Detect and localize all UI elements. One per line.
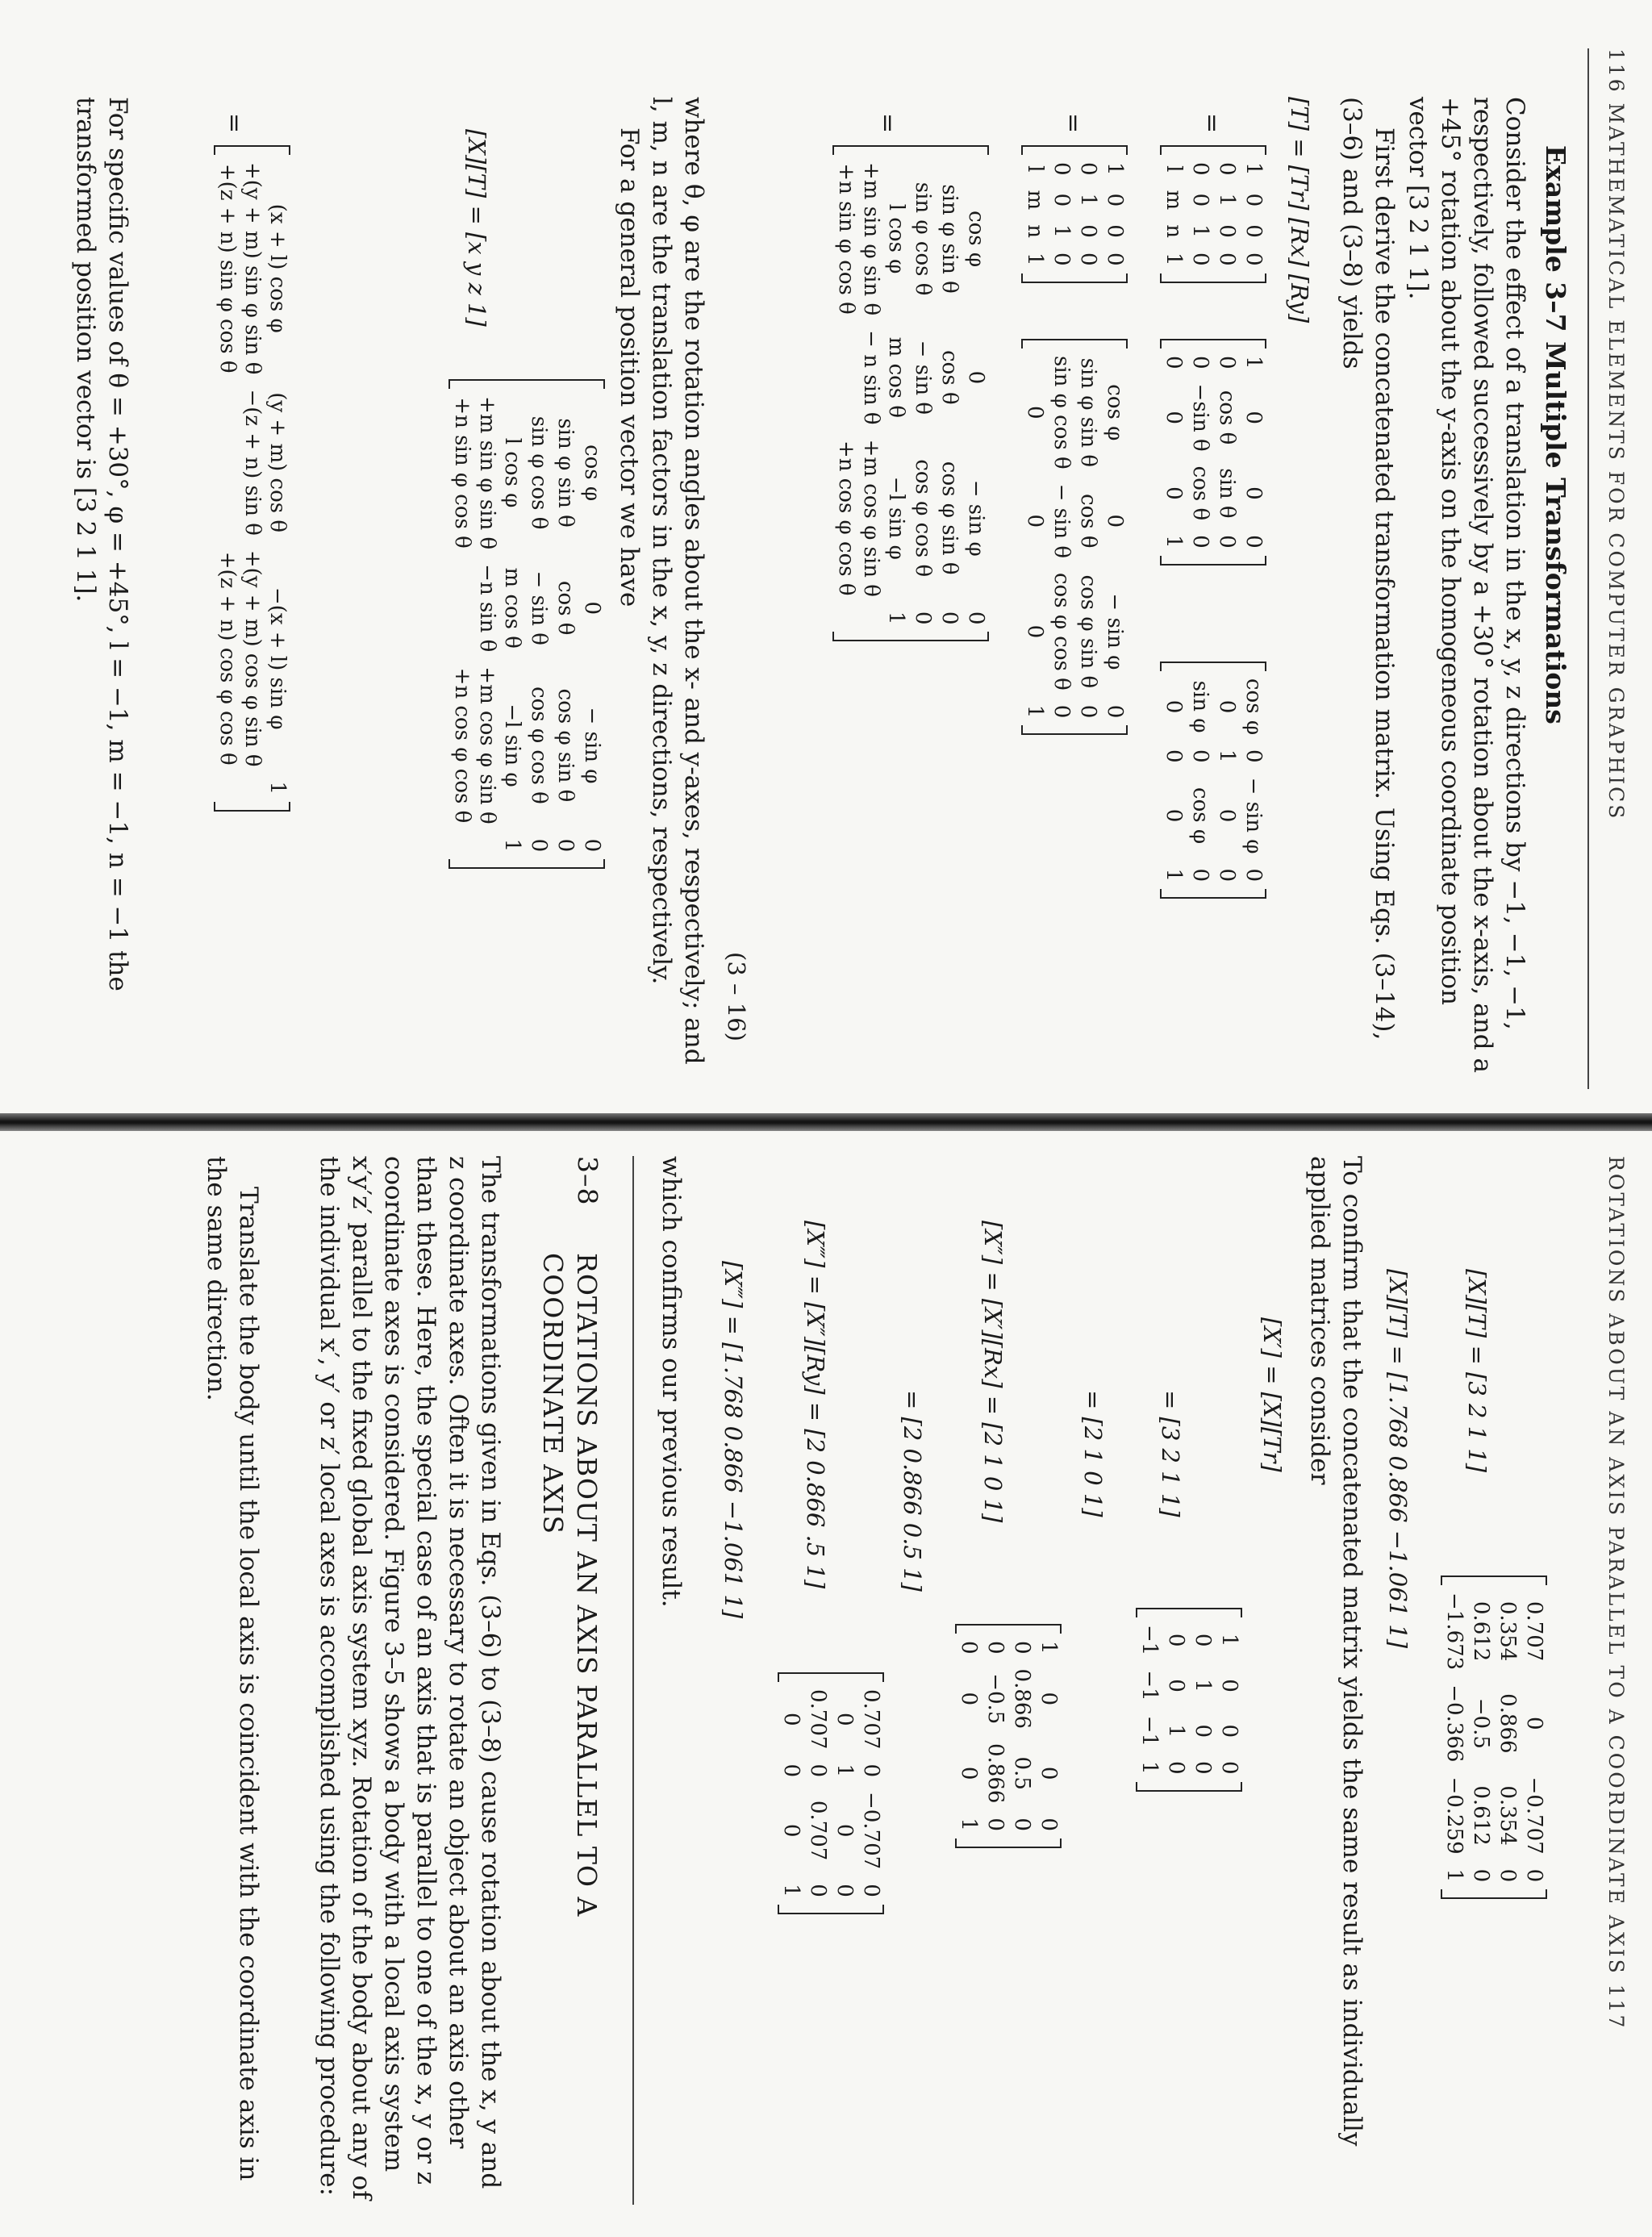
matrix-cell: n: [1162, 224, 1186, 238]
matrix-cell: cos φ sin θ: [1076, 574, 1100, 689]
matrix-cell: 0: [859, 1763, 883, 1777]
matrix-row: [1008, 1634, 1035, 1838]
matrix-cell: 0: [964, 370, 988, 385]
matrix-cell: −1: [1137, 1670, 1162, 1701]
matrix-cell: 0: [1496, 1868, 1520, 1883]
matrix-cell: 1: [1023, 252, 1047, 266]
matrix-cell: 0: [859, 1884, 883, 1897]
matrix-concatenated-T: [832, 145, 989, 641]
matrix-cell: 0: [832, 1712, 857, 1726]
matrix-cell: 0: [1023, 624, 1047, 639]
matrix-cell: 0: [1103, 193, 1127, 207]
matrix-general-result: [214, 145, 290, 812]
matrix-cell: 1: [1162, 868, 1186, 883]
matrix-cell: cos φ cos θ: [1049, 573, 1074, 691]
matrix-row: [1035, 1634, 1062, 1838]
matrix-cell: 0.866: [1010, 1668, 1034, 1729]
matrix-cell: 0.5: [1010, 1756, 1034, 1790]
matrix-cell: 1: [500, 838, 524, 853]
matrix-cell: 0: [1076, 224, 1100, 238]
matrix-cell: (x + l) cos φ +(y + m) sin φ sin θ +(z + n) sin φ cos θ: [215, 162, 290, 375]
matrix-cell: 0: [580, 838, 604, 853]
equation-X-triple-prime-result: [X‴] = [1.768 0.866 −1.061 1]: [720, 1261, 747, 1619]
matrix-row: [1187, 671, 1213, 889]
matrix-cell: 0: [1162, 749, 1186, 763]
matrix-cell: 0: [1188, 162, 1212, 176]
matrix-cell: 1: [1191, 1679, 1215, 1692]
matrix-cell: sin φ: [1188, 680, 1212, 733]
equation-XT-general: [X][T] = [x y z 1]: [463, 129, 490, 327]
example-paragraph: Consider the effect of a translation in the x, y, z directions by −1, −1, −1, respectively, followed successively by a +30° rotation about the x-axis, and a +45° rotation about the y-axis on the homogeneous coordinate position vector [3 2 1 1].: [1404, 97, 1529, 1073]
matrix-row: [1213, 671, 1240, 889]
matrix-cell: 0: [1188, 868, 1212, 883]
matrix-cell: cos θ: [553, 580, 578, 636]
matrix-cell: 0: [1037, 1818, 1061, 1831]
matrix-cell: 1: [957, 1818, 981, 1831]
matrix-cell: 1: [1215, 193, 1239, 207]
matrix-row: [1441, 1585, 1467, 1889]
equation-X-prime-result: = [2 1 0 1]: [1079, 1390, 1107, 1517]
matrix-row: [1074, 348, 1101, 725]
matrix-cell: 1: [1442, 1868, 1466, 1883]
matrix-cell: 0: [779, 1763, 803, 1777]
equation-XT-numeric: [X][T] = [3 2 1 1]: [1463, 1269, 1491, 1473]
matrix-cell: 1: [1217, 1633, 1241, 1647]
matrix-row: [936, 155, 962, 632]
matrix-cell: sin φ sin θ: [553, 418, 578, 528]
section-title: ROTATIONS ABOUT AN AXIS PARALLEL TO A COORDINATE AXIS: [537, 1253, 603, 1918]
matrix-cell: 0: [1164, 1760, 1188, 1775]
matrix-cell: 1: [1215, 749, 1239, 763]
left-page: [0, 0, 1652, 1113]
matrix-cell: 0: [1469, 1868, 1493, 1883]
matrix-cell: 0: [1049, 162, 1074, 176]
matrix-cell: 0: [1076, 252, 1100, 266]
matrix-cell: 0: [957, 1766, 981, 1780]
matrix-cell: 0: [1076, 704, 1100, 719]
matrix-cell: cos φ cos θ: [911, 459, 935, 578]
matrix-cell: 0: [1103, 514, 1127, 528]
matrix-rotation-x: [1160, 339, 1266, 566]
matrix-row: [804, 1682, 831, 1905]
matrix-cell: 0: [832, 1884, 857, 1897]
matrix-translation-numeric: [1136, 1608, 1242, 1792]
matrix-row: [982, 1634, 1008, 1838]
matrix-cell: 0: [1103, 224, 1127, 238]
matrix-row: [578, 389, 605, 859]
matrix-cell: 0: [1188, 749, 1212, 763]
matrix-cell: 0: [806, 1884, 830, 1897]
matrix-cell: 1: [1241, 162, 1266, 176]
matrix-cell: 0: [1215, 808, 1239, 823]
matrix-cell: −0.5: [1469, 1697, 1493, 1749]
matrix-row: [1187, 155, 1213, 273]
matrix-cell: 1: [1103, 162, 1127, 176]
matrix-cell: 0: [779, 1712, 803, 1726]
matrix-cell: 0.354: [1496, 1785, 1520, 1846]
matrix-cell: m cos θ −n sin θ: [475, 564, 524, 653]
matrix-cell: − sin φ: [1103, 593, 1127, 670]
matrix-row: [909, 155, 936, 632]
matrix-cell: − sin θ: [527, 570, 551, 645]
equation-X-prime-rhs: = [3 2 1 1]: [1157, 1390, 1184, 1517]
matrix-row: [1160, 155, 1187, 273]
matrix-cell: 0: [1162, 486, 1186, 500]
matrix-cell: 0: [1049, 704, 1074, 719]
matrix-cell: cos θ: [1215, 390, 1239, 445]
matrix-cell: 0: [1217, 1760, 1241, 1775]
matrix-row: [1213, 155, 1240, 273]
left-running-head: 116 MATHEMATICAL ELEMENTS FOR COMPUTER GRAPHICS: [1604, 48, 1628, 821]
section-rule: [632, 1156, 634, 2205]
matrix-cell: cos θ: [937, 350, 962, 405]
equation-X-triple-prime: [X‴] = [X″][Ry] = [2 0.866 .5 1]: [802, 1221, 829, 1589]
matrix-cell: 0: [911, 611, 935, 625]
matrix-cell: 1: [1049, 224, 1074, 238]
matrix-cell: 1: [884, 611, 908, 625]
matrix-row: [1021, 155, 1048, 273]
matrix-cell: 0: [1162, 699, 1186, 714]
matrix-cell: 0: [1076, 162, 1100, 176]
matrix-cell: 0: [1241, 535, 1266, 549]
matrix-cell: −0.707: [1522, 1776, 1546, 1855]
matrix-cell: −1.673: [1442, 1592, 1466, 1671]
matrix-cell: 0.866: [983, 1742, 1007, 1804]
matrix-row: [1048, 155, 1074, 273]
matrix-cell: 0: [1188, 252, 1212, 266]
matrix-cell: 0: [1049, 252, 1074, 266]
matrix-cell: 0: [1215, 868, 1239, 883]
matrix-row: [1021, 348, 1048, 725]
matrix-cell: 1: [1023, 704, 1047, 719]
matrix-cell: (y + m) cos θ −(z + n) sin θ: [240, 389, 290, 536]
matrix-cell: 0: [1103, 704, 1127, 719]
matrix-cell: sin φ cos θ: [1049, 356, 1074, 470]
matrix-row: [1467, 1585, 1494, 1889]
matrix-cell: −l sin φ +m cos φ sin θ +n cos φ cos θ: [834, 439, 908, 597]
matrix-row: [1101, 348, 1128, 725]
matrix-cell: 0: [964, 611, 988, 625]
matrix-cell: 0: [1241, 486, 1266, 500]
matrix-cell: 0: [1217, 1724, 1241, 1738]
matrix-cell: 0: [1037, 1766, 1061, 1780]
matrix-cell: cos φ: [1188, 787, 1212, 845]
matrix-cell: 1: [265, 781, 290, 795]
matrix-row: [778, 1682, 804, 1905]
matrix-cell: 0: [1215, 162, 1239, 176]
matrix-cell: 0: [1241, 193, 1266, 207]
matrix-cell: −1: [1137, 1715, 1162, 1747]
matrix-cell: 0: [1164, 1633, 1188, 1647]
matrix-cell: 1: [779, 1884, 803, 1897]
matrix-rotation-x-numeric: [955, 1624, 1062, 1848]
equals-sign: =: [220, 113, 248, 134]
equation-X-prime: [X′] = [X][Tr]: [1258, 1317, 1286, 1472]
matrix-cell: −sin θ: [1188, 383, 1212, 452]
matrix-cell: 0: [580, 601, 604, 615]
matrix-cell: 0: [1241, 868, 1266, 883]
matrix-cell: 0: [1241, 224, 1266, 238]
matrix-cell: 0: [1191, 1760, 1215, 1775]
equation-XT-result: [X][T] = [1.768 0.866 −1.061 1]: [1384, 1269, 1412, 1649]
matrix-row: [1101, 155, 1128, 273]
matrix-cell: 1: [1162, 252, 1186, 266]
procedure-step: Translate the body until the local axis is coincident with the coordinate axis in the same direction.: [202, 1156, 263, 2181]
matrix-row: [1213, 348, 1240, 556]
equals-sign: =: [874, 113, 902, 134]
matrix-cell: 0: [1217, 1679, 1241, 1692]
matrix-cell: cos φ cos θ: [527, 687, 551, 804]
matrix-cell: − sin θ: [911, 340, 935, 415]
matrix-cell: 0: [806, 1763, 830, 1777]
matrix-cell: − sin φ: [964, 479, 988, 557]
matrix-row: [1136, 1617, 1162, 1782]
matrix-translation: [1160, 145, 1266, 283]
matrix-translation: [1021, 145, 1128, 283]
matrix-cell: 0: [1215, 224, 1239, 238]
where-paragraph: where θ, φ are the rotation angles about the x- and y-axes, respectively; and l, m, n are the translation factors in the x, y, z directions, respectively.: [647, 97, 708, 1065]
matrix-cell: −1: [1137, 1625, 1162, 1656]
matrix-cell: 0: [983, 1641, 1007, 1655]
specific-values-paragraph: For specific values of θ = +30°, φ = +45°, l = −1, m = −1, n = −1 the transformed position vector is [3 2 1 1].: [71, 97, 132, 991]
matrix-cell: l: [1162, 165, 1186, 173]
matrix-cell: 1: [832, 1763, 857, 1777]
matrix-cell: sin θ: [1215, 468, 1239, 519]
matrix-cell: − sin φ: [1241, 777, 1266, 854]
matrix-numeric-T: [1441, 1575, 1547, 1899]
matrix-row: [214, 155, 290, 802]
matrix-cell: 0: [1215, 252, 1239, 266]
matrix-cell: 1: [1162, 535, 1186, 549]
matrix-cell: 0: [1023, 514, 1047, 528]
matrix-row: [1240, 348, 1266, 556]
matrix-cell: sin φ sin θ: [1076, 357, 1100, 468]
matrix-cell: 0: [1023, 406, 1047, 419]
matrix-cell: m cos θ − n sin θ: [859, 330, 908, 425]
matrix-cell: 0: [1522, 1868, 1546, 1883]
matrix-row: [1189, 1617, 1216, 1782]
matrix-cell: cos θ: [1076, 494, 1100, 549]
matrix-cell: 0: [1049, 193, 1074, 207]
matrix-cell: m: [1162, 190, 1186, 211]
matrix-row: [831, 1682, 857, 1905]
confirm-paragraph: To confirm that the concatenated matrix yields the same result as individually applied matrices consider: [1305, 1156, 1366, 2147]
matrix-row: [1216, 1617, 1242, 1782]
matrix-cell: 0: [832, 1823, 857, 1838]
matrix-cell: cos θ: [1188, 465, 1212, 521]
matrix-cell: 0: [957, 1641, 981, 1655]
right-page: [0, 1124, 1652, 2237]
matrix-cell: 0: [1188, 193, 1212, 207]
matrix-cell: cos φ sin θ: [937, 461, 962, 575]
matrix-cell: 1: [1037, 1641, 1061, 1655]
matrix-cell: −0.5: [983, 1673, 1007, 1725]
matrix-cell: 0: [1162, 808, 1186, 823]
matrix-row: [1160, 671, 1187, 889]
matrix-cell: 0.354: [1496, 1601, 1520, 1662]
matrix-cell: 0: [1103, 252, 1127, 266]
matrix-row: [1240, 671, 1266, 889]
section-paragraph: The transformations given in Eqs. (3–6) to (3–8) cause rotation about the x, y and z coordinate axes. Often it is necessary to rotate an object about an axis other than these. Here, the special case of an axis that is parallel to one of the x, y or z coordinate axes is considered. Figure 3–5 shows a body with a local axis system x′y′z′ parallel to the fixed global axis system xyz. Rotation of the body about any of the individual x′, y′ or z′ local axes is accomplished using the following procedure:: [315, 1156, 505, 2200]
matrix-cell: 0: [1188, 356, 1212, 369]
matrix-row: [955, 1634, 982, 1838]
matrix-cell: 0: [527, 838, 551, 853]
equation-number: (3 – 16): [723, 952, 750, 1041]
matrix-cell: 0.707: [806, 1800, 830, 1861]
matrix-cell: 1: [1076, 193, 1100, 207]
matrix-cell: 0.707: [1522, 1601, 1546, 1662]
right-running-head: ROTATIONS ABOUT AN AXIS PARALLEL TO A COORDINATE AXIS 117: [1604, 1156, 1628, 2030]
matrix-cell: 1: [1164, 1724, 1188, 1738]
matrix-cell: 0: [1010, 1641, 1034, 1655]
matrix-row: [552, 389, 578, 859]
matrix-cell: 0: [1215, 535, 1239, 549]
matrix-cell: 0.707: [859, 1689, 883, 1750]
matrix-cell: 0: [983, 1818, 1007, 1831]
matrix-cell: 0: [1162, 411, 1186, 424]
matrix-cell: sin φ cos θ: [911, 182, 935, 296]
matrix-general-T: [448, 379, 605, 869]
matrix-rotation-xy: [1021, 339, 1128, 735]
matrix-cell: 0: [1164, 1679, 1188, 1692]
matrix-cell: 0.612: [1469, 1785, 1493, 1846]
header-rule: [1587, 48, 1589, 1089]
matrix-cell: − sin φ: [580, 707, 604, 784]
matrix-cell: 1: [1188, 224, 1212, 238]
matrix-row: [832, 155, 909, 632]
matrix-row: [857, 1682, 884, 1905]
matrix-cell: 0.707: [806, 1689, 830, 1750]
matrix-cell: 0: [779, 1823, 803, 1838]
equation-T: [T] = [Tr] [Rx] [Ry]: [1286, 97, 1313, 323]
matrix-row: [1521, 1585, 1547, 1889]
matrix-cell: cos φ: [964, 211, 988, 268]
matrix-cell: −l sin φ +m cos φ sin θ +n cos φ cos θ: [450, 666, 524, 824]
general-paragraph: For a general position vector we have: [615, 127, 644, 607]
example-heading: Example 3–7 Multiple Transformations: [1540, 145, 1571, 724]
matrix-cell: 0: [1215, 356, 1239, 369]
matrix-cell: sin φ sin θ: [937, 184, 962, 294]
matrix-row: [1162, 1617, 1189, 1782]
matrix-cell: cos φ: [580, 444, 604, 502]
matrix-cell: 0: [1215, 699, 1239, 714]
section-number: 3–8: [572, 1156, 603, 1206]
matrix-rotation-y: [1160, 662, 1266, 899]
matrix-cell: 0: [1522, 1717, 1546, 1730]
matrix-cell: 0: [1162, 356, 1186, 369]
matrix-cell: 0: [957, 1692, 981, 1706]
matrix-cell: 0: [1191, 1633, 1215, 1647]
matrix-cell: 0: [1241, 749, 1266, 763]
equals-sign: =: [1198, 113, 1226, 134]
matrix-cell: l cos φ +m sin φ sin θ +n sin φ cos θ: [834, 162, 908, 316]
equals-sign: =: [1059, 113, 1087, 134]
matrix-cell: 0: [1191, 1724, 1215, 1738]
matrix-cell: 1: [1137, 1760, 1162, 1775]
matrix-cell: 1: [1241, 356, 1266, 369]
matrix-row: [962, 155, 989, 632]
matrix-cell: 0: [1241, 411, 1266, 424]
derive-paragraph: First derive the concatenated transformation matrix. Using Eqs. (3–14), (3–6) and (3–8) yields: [1337, 97, 1399, 1041]
matrix-cell: 0: [1037, 1692, 1061, 1706]
matrix-cell: cos φ: [1103, 384, 1127, 441]
matrix-row: [1494, 1585, 1521, 1889]
matrix-cell: m: [1023, 190, 1047, 211]
matrix-row: [1187, 348, 1213, 556]
equation-X-double-prime: [X″] = [X′][Rx] = [2 1 0 1]: [979, 1221, 1007, 1523]
matrix-cell: 0: [1010, 1818, 1034, 1831]
matrix-cell: l cos φ +m sin φ sin θ +n sin φ cos θ: [450, 396, 524, 550]
matrix-cell: − sin θ: [1049, 483, 1074, 558]
matrix-cell: 0.866: [1496, 1693, 1520, 1754]
matrix-cell: cos φ: [1241, 678, 1266, 736]
matrix-cell: 0: [1188, 535, 1212, 549]
matrix-rotation-y-numeric: [778, 1672, 884, 1914]
matrix-row: [1160, 348, 1187, 556]
matrix-cell: 0: [1241, 252, 1266, 266]
matrix-cell: 0.612: [1469, 1601, 1493, 1662]
matrix-cell: n: [1023, 224, 1047, 238]
matrix-row: [525, 389, 552, 859]
matrix-cell: −0.259: [1442, 1776, 1466, 1855]
matrix-cell: −0.366: [1442, 1684, 1466, 1763]
confirms-paragraph: which confirms our previous result.: [657, 1156, 686, 1608]
matrix-row: [1048, 348, 1074, 725]
matrix-row: [1074, 155, 1101, 273]
matrix-row: [448, 389, 525, 859]
matrix-cell: cos φ sin θ: [553, 688, 578, 803]
matrix-cell: −(x + l) sin φ +(y + m) cos φ sin θ +(z + n) cos φ cos θ: [215, 549, 290, 767]
matrix-cell: sin φ cos θ: [527, 415, 551, 530]
equation-X-double-prime-result: = [2 0.866 0.5 1]: [899, 1390, 926, 1592]
matrix-cell: l: [1023, 165, 1047, 173]
matrix-cell: 0: [937, 611, 962, 625]
matrix-row: [1240, 155, 1266, 273]
matrix-cell: −0.707: [859, 1791, 883, 1870]
matrix-cell: 0: [553, 838, 578, 853]
